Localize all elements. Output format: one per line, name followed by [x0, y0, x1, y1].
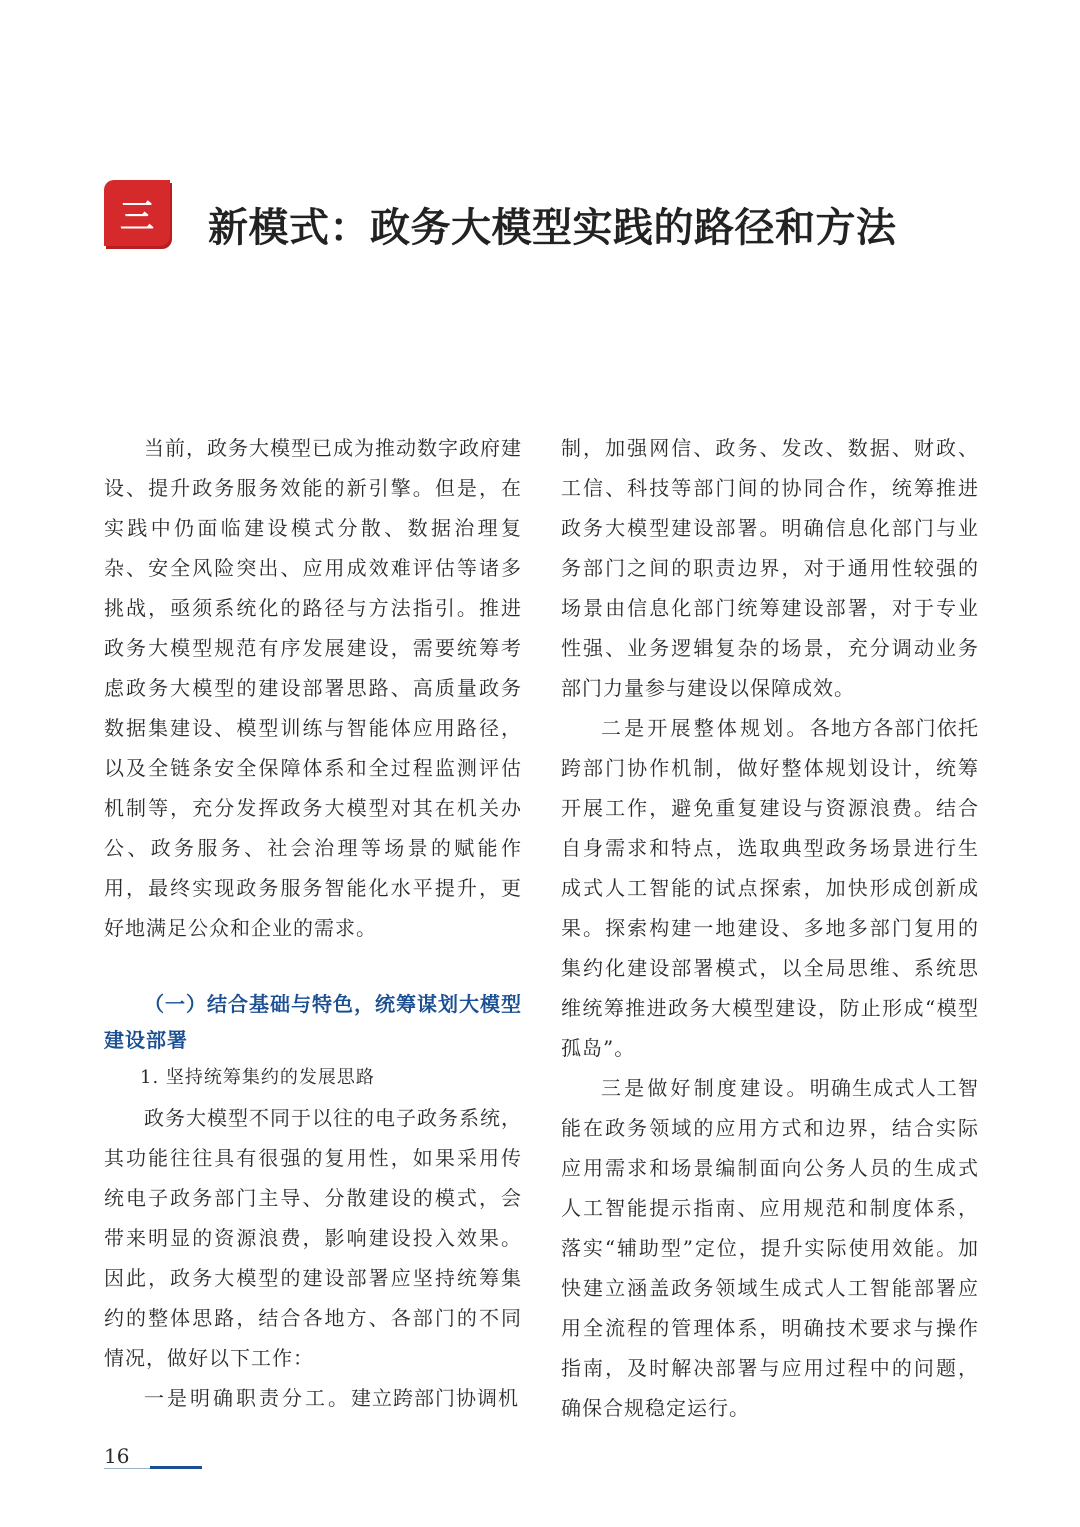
- page-number: 16: [104, 1444, 130, 1468]
- body-paragraph: 政务大模型不同于以往的电子政务系统，其功能往往具有很强的复用性，如果采用传统电子政务部门主导、分散建设的模式，会带来明显的资源浪费，影响建设投入效果。因此，政务大模型的建设部署应坚持统筹集约的整体思路，结合各地方、各部门的不同情况，做好以下工作：: [104, 1106, 522, 1370]
- intro-paragraph: 当前，政务大模型已成为推动数字政府建设、提升政务服务效能的新引擎。但是，在实践中仍面临建设模式分散、数据治理复杂、安全风险突出、应用成效难评估等诸多挑战，亟须系统化的路径与方法指引。推进政务大模型规范有序发展建设，需要统筹考虑政务大模型的建设部署思路、高质量政务数据集建设、模型训练与智能体应用路径，以及全链条安全保障体系和全过程监测评估机制等，充分发挥政务大模型对其在机关办公、政务服务、社会治理等场景的赋能作用，最终实现政务服务智能化水平提升，更好地满足公众和企业的需求。: [104, 436, 522, 940]
- page-rule: [150, 1466, 202, 1469]
- body-paragraph: 制，加强网信、政务、发改、数据、财政、工信、科技等部门间的协同合作，统筹推进政务大模型建设部署。明确信息化部门与业务部门之间的职责边界，对于通用性较强的场景由信息化部门统筹建设部署，对于专业性强、业务逻辑复杂的场景，充分调动业务部门力量参与建设以保障成效。: [561, 436, 979, 700]
- chapter-badge: 三: [104, 180, 170, 246]
- paragraph-lead: 二是开展整体规划。: [601, 716, 810, 740]
- paragraph-lead: 一是明确职责分工。: [144, 1386, 351, 1410]
- paragraph-text: 各地方各部门依托跨部门协作机制，做好整体规划设计，统筹开展工作，避免重复建设与资源浪费。结合自身需求和特点，选取典型政务场景进行生成式人工智能的试点探索，加快形成创新成果。探索构建一地建设、多地多部门复用的集约化建设部署模式，以全局思维、系统思维统筹推进政务大模型建设，防止形成“模型孤岛”。: [561, 716, 979, 1060]
- page-rule-thin: [104, 1468, 150, 1469]
- body-paragraph: [104, 1378, 522, 1418]
- paragraph-lead: 三是做好制度建设。: [601, 1076, 810, 1100]
- section-heading: （一）结合基础与特色，统筹谋划大模型建设部署: [104, 992, 522, 1052]
- paragraph-text: 明确生成式人工智能在政务领域的应用方式和边界，结合实际应用需求和场景编制面向公务人员的生成式人工智能提示指南、应用规范和制度体系，落实“辅助型”定位，提升实际使用效能。加快建立涵盖政务领域生成式人工智能部署应用全流程的管理体系，明确技术要求与操作指南，及时解决部署与应用过程中的问题，确保合规稳定运行。: [561, 1076, 979, 1420]
- paragraph-text: 建立跨部门协调机: [351, 1386, 519, 1410]
- right-column: [561, 428, 979, 1428]
- body-paragraph: [561, 708, 979, 1068]
- sub-heading: 1. 坚持统筹集约的发展思路: [140, 1067, 375, 1088]
- left-column: [104, 428, 522, 1418]
- body-paragraph: [561, 1068, 979, 1428]
- chapter-title: 新模式：政务大模型实践的路径和方法: [208, 205, 897, 251]
